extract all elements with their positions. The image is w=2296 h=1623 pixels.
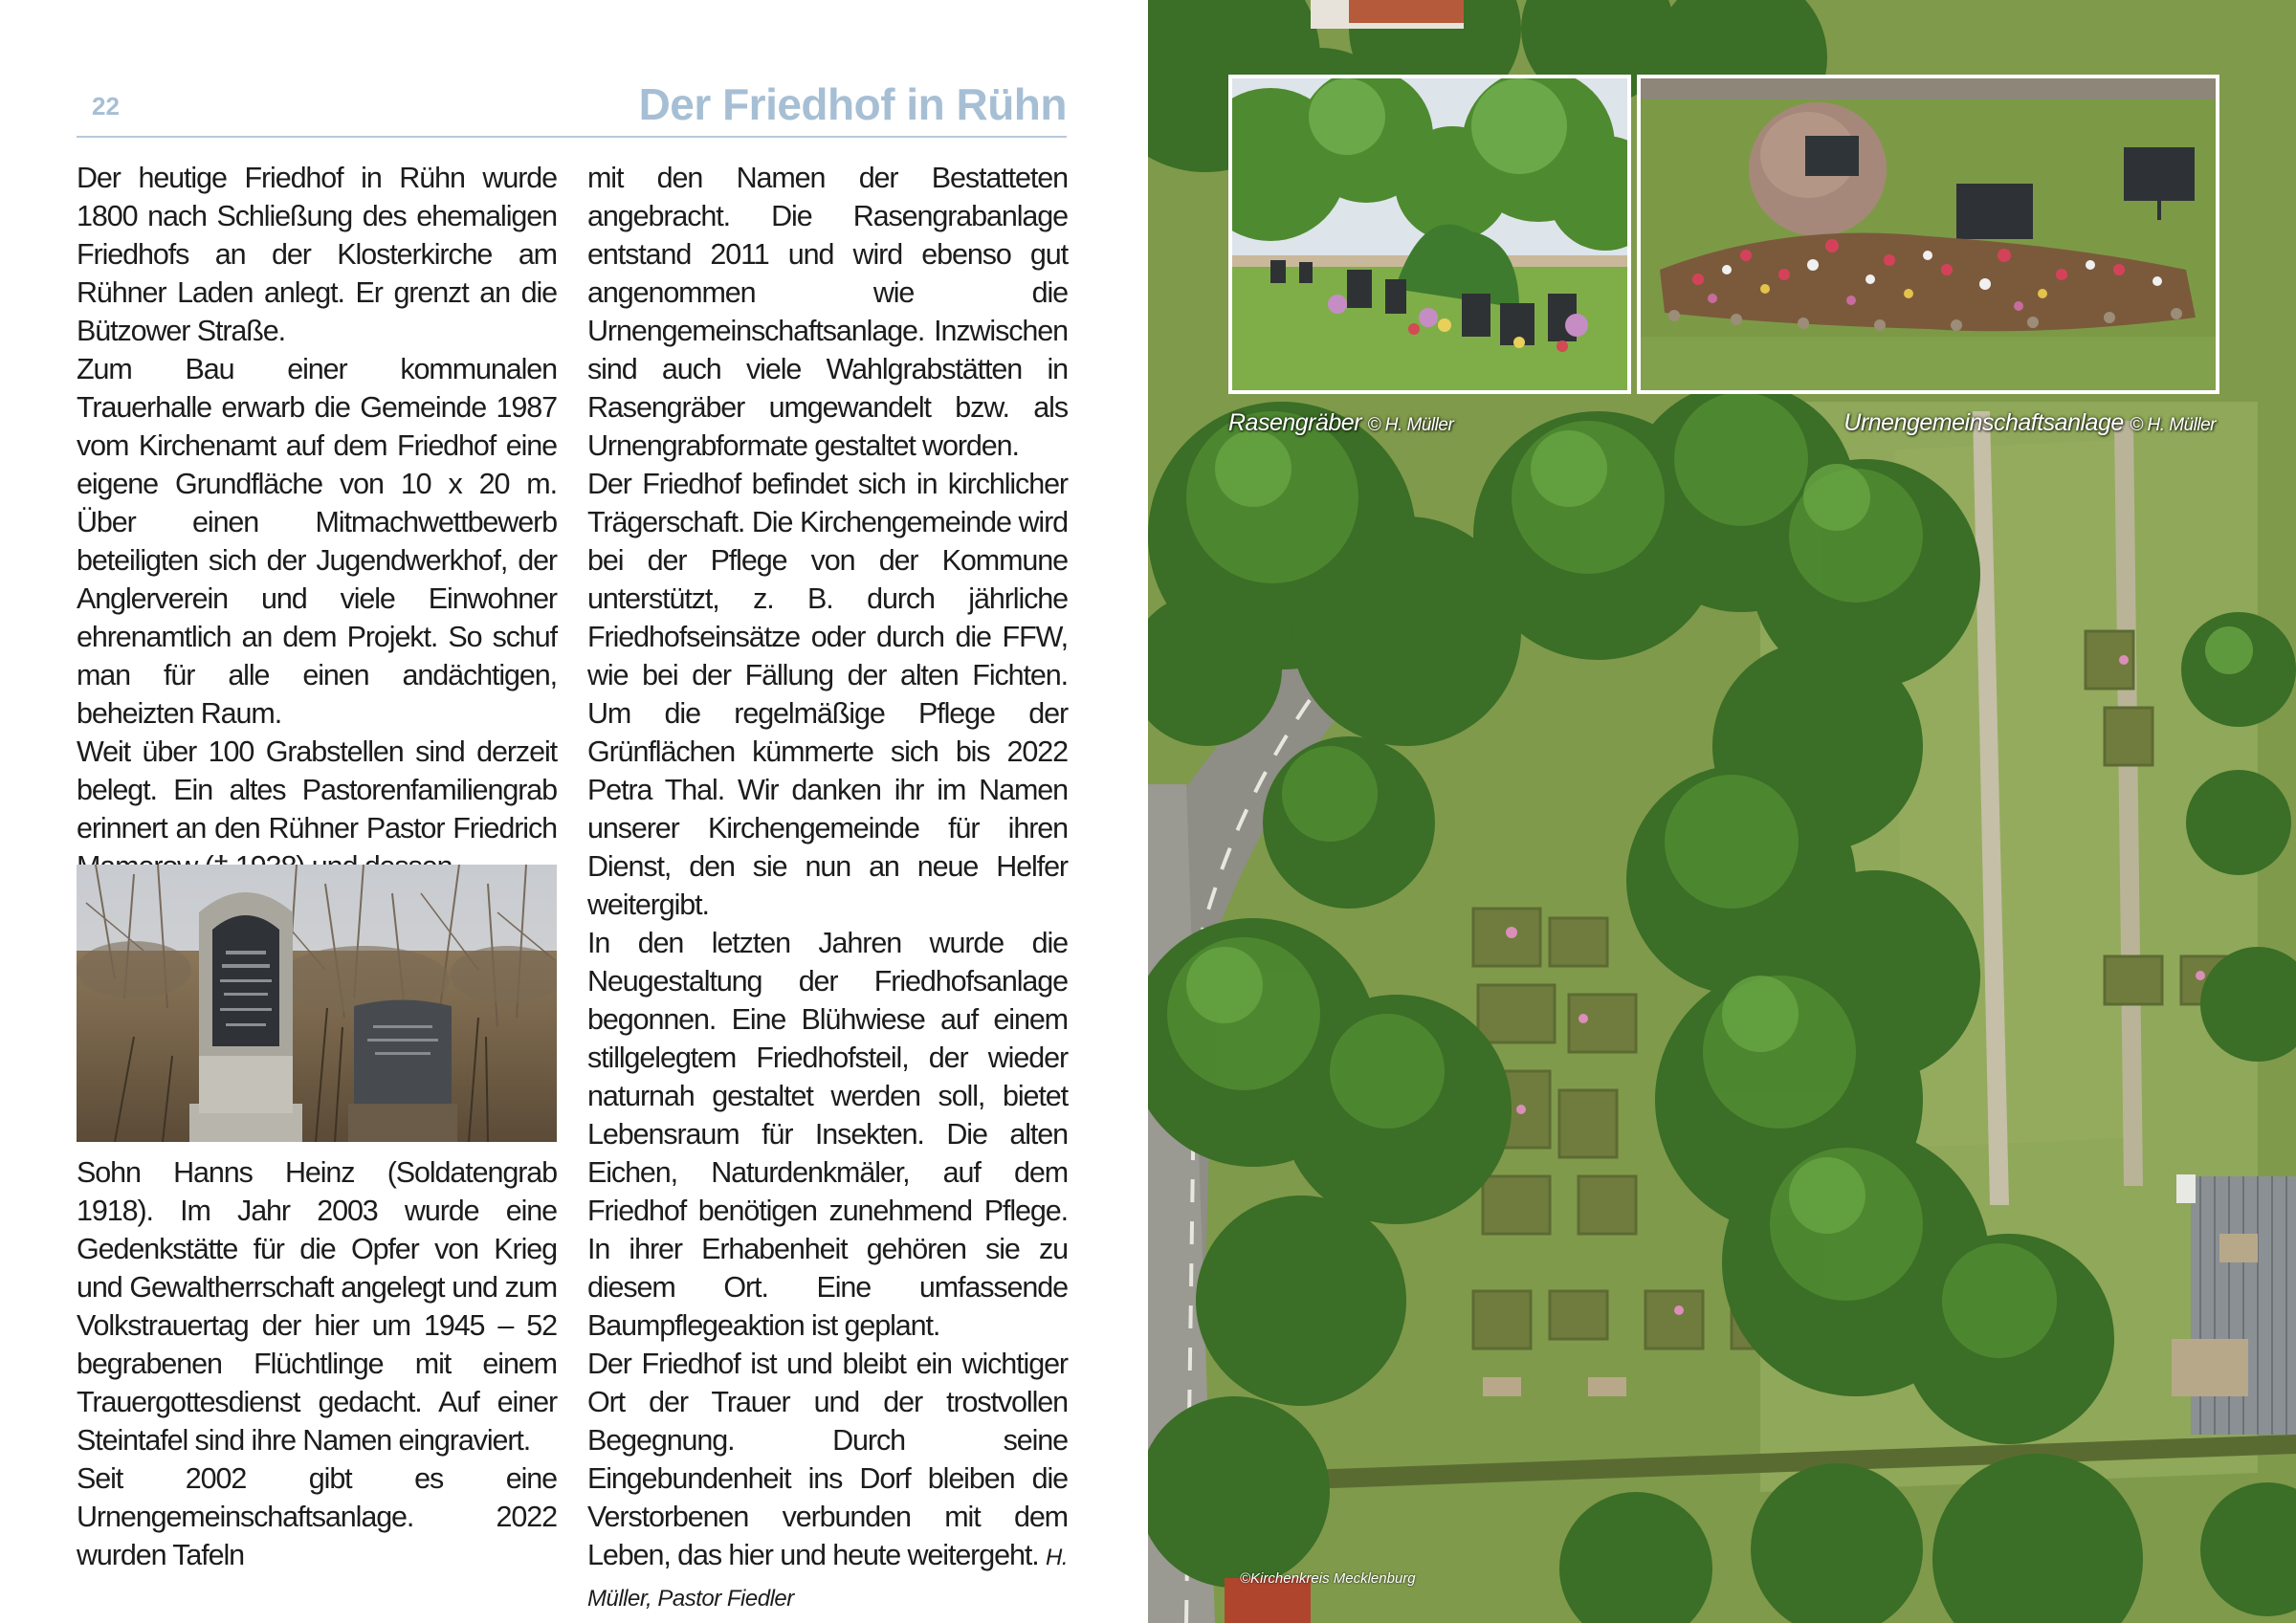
page-number: 22 xyxy=(92,92,120,121)
paragraph: Sohn Hanns Heinz (Soldatengrab 1918). Im Jahr 2003 wurde eine Gedenkstätte für die Opfer von Krieg und Gewaltherrschaft angelegt und zum Volkstrauertag der hier um 1945 – 52 begrabenen Flüchtlinge mit einem Trauergottesdienst gedacht. Auf einer Steintafel sind ihre Namen eingraviert. xyxy=(77,1156,557,1457)
paragraph: Seit 2002 gibt es eine Urnengemeinschaftsanlage. 2022 wurden Tafeln xyxy=(77,1462,557,1571)
inset-photo-urn-community-site xyxy=(1637,75,2219,394)
paragraph: mit den Namen der Bestatteten angebracht. Die Rasengrabanlage entstand 2011 und wird ebenso gut angenommen wie die Urnengemeinschaftsanlage. Inzwischen sind auch viele Wahlgrabstätten in Rasengräber umgewandelt bzw. als Urnengrabformate gestaltet worden. xyxy=(587,162,1068,462)
paragraph-final-text: Der Friedhof ist und bleibt ein wichtiger Ort der Trauer und der trostvollen Begegnung. Durch seine Eingebundenheit ins Dorf bleiben die Verstorbenen verbunden mit dem Leben, das hier und heute weitergeht. xyxy=(587,1348,1068,1571)
page-title: Der Friedhof in Rühn xyxy=(638,79,1067,129)
lawn-graves-illustration xyxy=(1232,78,1627,390)
caption-title: Rasengräber xyxy=(1228,409,1362,436)
paragraph: Weit über 100 Grabstellen sind derzeit belegt. Ein altes Pastorenfamiliengrab erinnert an den Rühner Pastor Friedrich xyxy=(77,735,557,844)
paragraph: Der heutige Friedhof in Rühn wurde 1800 nach Schließung des ehemaligen Friedhofs an der Klosterkirche am Rühner Laden anlegt. Er grenzt an die Bützower Straße. xyxy=(77,162,557,347)
inset-photo-lawn-graves xyxy=(1228,75,1631,394)
text-column-2 xyxy=(587,159,1068,1618)
urn-site-illustration xyxy=(1641,78,2216,390)
paragraph: In den letzten Jahren wurde die Neugestaltung der Friedhofsanlage begonnen. Eine Blühwiese auf einem stillgelegtem Friedhofsteil, der wieder naturnah gestaltet werden soll, bietet Lebensraum für Insekten. Die alten Eichen, Naturdenkmäler, auf dem Friedhof benötigen zunehmend Pflege. In ihrer Erhabenheit gehören sie zu diesem Ort. Eine umfassende Baumpflegeaktion ist geplant. xyxy=(587,927,1068,1342)
header-divider xyxy=(77,136,1067,138)
paragraph: Zum Bau einer kommunalen Trauerhalle erwarb die Gemeinde 1987 vom Kirchenamt auf dem Friedhof eine eigene Grundfläche von 10 x 20 m. Über einen Mitmachwettbewerb beteiligten sich der Jugendwerkhof, der Anglerverein und viele Einwohner ehrenamtlich an dem Projekt. So schuf man für alle einen andächtigen, beheizten Raum. xyxy=(77,353,557,730)
caption-lawn-graves xyxy=(1228,409,1453,437)
text-column-1 xyxy=(77,159,557,886)
right-page xyxy=(1148,0,2296,1623)
text-column-1-continued xyxy=(77,1153,557,1574)
grave-stones-illustration xyxy=(77,865,557,1142)
paragraph: Der Friedhof befindet sich in kirchlicher Trägerschaft. Die Kirchengemeinde wird bei der Pflege von der Kommune unterstützt, z. B. durch jährliche Friedhofseinsätze oder durch die FFW, wie bei der Fällung der alten Fichten. Um die regelmäßige Pflege der Grünflächen kümmerte sich bis 2022 Petra Thal. Wir danken ihr im Namen unserer Kirchengemeinde für ihren Dienst, den sie nun an neue Helfer weitergibt. xyxy=(587,468,1068,921)
grave-stones-photo xyxy=(77,865,557,1142)
paragraph-final xyxy=(587,1345,1068,1618)
page-gutter xyxy=(1140,0,1148,1623)
caption-credit: © H. Müller xyxy=(1367,415,1454,435)
caption-urn-site xyxy=(1843,409,2216,437)
caption-title: Urnengemeinschaftsanlage xyxy=(1843,409,2124,436)
author-signature: H. Müller, Pastor Fiedler xyxy=(587,1545,1069,1612)
aerial-photo-credit: ©Kirchenkreis Mecklenburg xyxy=(1240,1570,1416,1587)
caption-credit: © H. Müller xyxy=(2130,415,2216,435)
